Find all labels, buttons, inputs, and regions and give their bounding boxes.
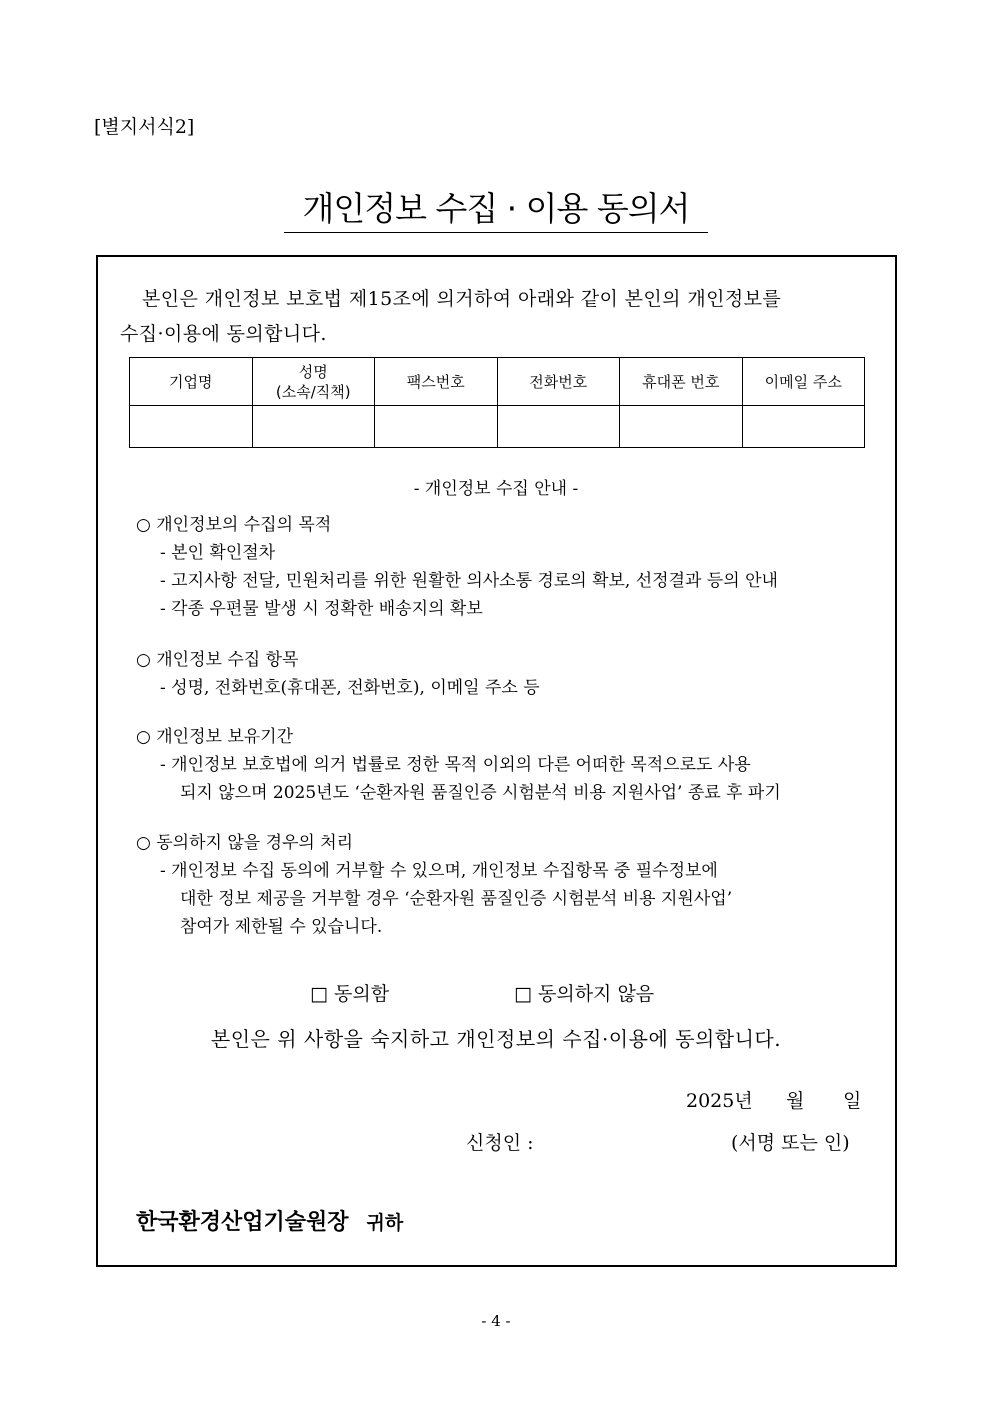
- purpose-section-title: ○ 개인정보의 수집의 목적: [136, 515, 332, 535]
- header-name-line2: (소속/직책): [275, 382, 351, 401]
- document-title-text: 개인정보 수집 · 이용 동의서: [284, 183, 707, 233]
- retention-line-1: - 개인정보 보호법에 의거 법률로 정한 목적 이외의 다른 어떠한 목적으로도 사용: [160, 755, 751, 775]
- refusal-line-1: - 개인정보 수집 동의에 거부할 수 있으며, 개인정보 수집항목 중 필수정보에: [160, 861, 718, 881]
- disagree-checkbox[interactable]: □ 동의하지 않음: [514, 983, 655, 1005]
- refusal-line-3: 참여가 제한될 수 있습니다.: [180, 917, 383, 937]
- intro-line-1: 본인은 개인정보 보호법 제15조에 의거하여 아래와 같이 본인의 개인정보를: [142, 288, 782, 310]
- applicant-label: 신청인 :: [466, 1132, 534, 1154]
- refusal-line-2: 대한 정보 제공을 거부할 경우 ‘순환자원 품질인증 시험분석 비용 지원사업’: [180, 889, 733, 909]
- purpose-item-1: - 본인 확인절차: [160, 543, 276, 563]
- header-name: [252, 358, 375, 406]
- refusal-section-title: ○ 동의하지 않을 경우의 처리: [136, 833, 354, 853]
- retention-line-2: 되지 않으며 2025년도 ‘순환자원 품질인증 시험분석 비용 지원사업’ 종료 후 파기: [180, 783, 781, 803]
- addressee: [136, 1205, 403, 1236]
- agree-checkbox[interactable]: □ 동의함: [310, 983, 390, 1005]
- form-label: [별지서식2]: [94, 116, 195, 138]
- items-item-1: - 성명, 전화번호(휴대폰, 전화번호), 이메일 주소 등: [160, 678, 540, 698]
- purpose-item-2: - 고지사항 전달, 민원처리를 위한 원활한 의사소통 경로의 확보, 선정결과 등의 안내: [160, 571, 778, 591]
- signature-note: (서명 또는 인): [731, 1132, 850, 1154]
- email-cell[interactable]: [742, 406, 865, 448]
- guide-title: - 개인정보 수집 안내 -: [413, 479, 579, 499]
- date-day: 일: [843, 1090, 862, 1112]
- page-number: - 4 -: [481, 1312, 511, 1330]
- table-input-row: [130, 406, 865, 448]
- applicant-info-table: [129, 357, 865, 448]
- mobile-cell[interactable]: [620, 406, 743, 448]
- date-year: 2025년: [686, 1090, 753, 1112]
- purpose-item-3: - 각종 우편물 발생 시 정확한 배송지의 확보: [160, 599, 483, 619]
- intro-line-2: 수집·이용에 동의합니다.: [120, 323, 327, 345]
- date-month: 월: [786, 1090, 805, 1112]
- addressee-name: 한국환경산업기술원장: [136, 1210, 349, 1235]
- header-phone: 전화번호: [497, 358, 620, 406]
- retention-section-title: ○ 개인정보 보유기간: [136, 727, 294, 747]
- header-email: 이메일 주소: [742, 358, 865, 406]
- header-fax: 팩스번호: [375, 358, 498, 406]
- items-section-title: ○ 개인정보 수집 항목: [136, 650, 299, 670]
- header-company: 기업명: [130, 358, 253, 406]
- consent-statement: 본인은 위 사항을 숙지하고 개인정보의 수집·이용에 동의합니다.: [210, 1027, 782, 1051]
- header-name-line1: 성명: [298, 362, 328, 381]
- company-cell[interactable]: [130, 406, 253, 448]
- phone-cell[interactable]: [497, 406, 620, 448]
- header-mobile: 휴대폰 번호: [620, 358, 743, 406]
- name-cell[interactable]: [252, 406, 375, 448]
- table-header-row: [130, 358, 865, 406]
- fax-cell[interactable]: [375, 406, 498, 448]
- document-title: [0, 183, 992, 233]
- addressee-suffix: 귀하: [366, 1212, 404, 1234]
